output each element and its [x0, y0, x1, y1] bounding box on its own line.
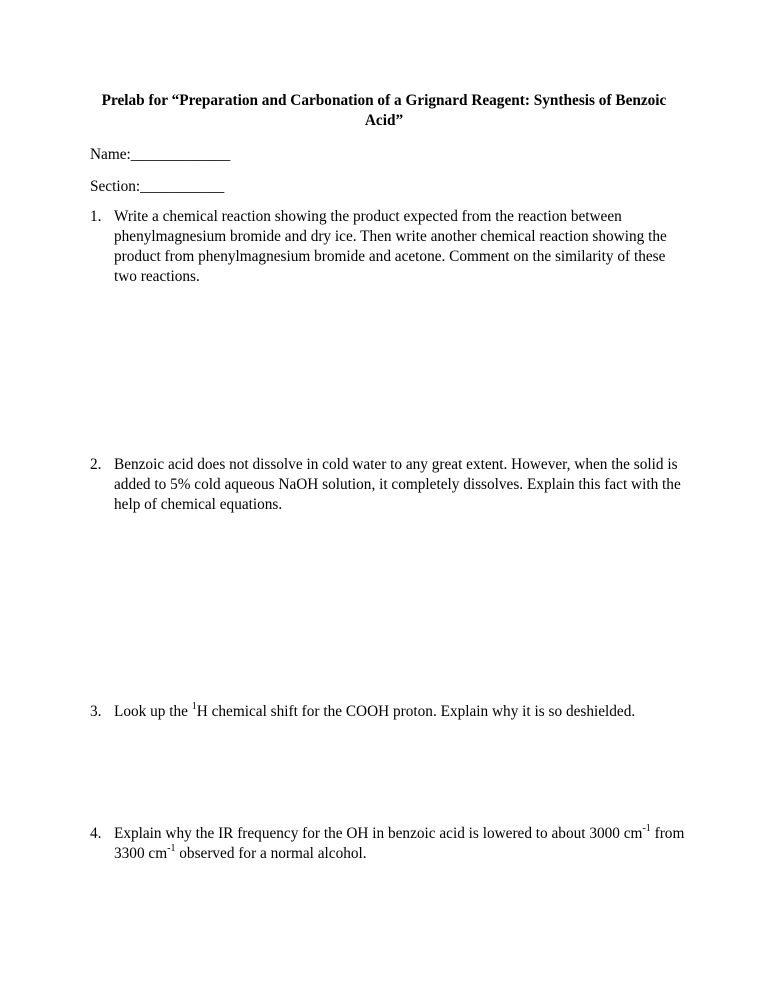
name-label: Name: — [90, 146, 131, 163]
question-text — [114, 824, 690, 864]
question-text-part: from 3300 cm — [114, 825, 685, 862]
question-text-part: observed for a normal alcohol. — [175, 845, 367, 862]
question-1 — [90, 207, 690, 287]
question-text: Benzoic acid does not dissolve in cold water to any great extent. However, when the solid is added to 5% cold aqueous NaOH solution, it completely dissolves. Explain this fact with the help of chemical equations. — [114, 456, 681, 513]
superscript: 1 — [191, 700, 197, 712]
question-2 — [90, 455, 690, 515]
question-number: 2. — [90, 456, 102, 473]
section-field — [90, 177, 224, 197]
question-text-part: Explain why the IR frequency for the OH in benzoic acid is lowered to about 3000 cm — [114, 825, 643, 842]
question-text: Write a chemical reaction showing the product expected from the reaction between phenylmagnesium bromide and dry ice. Then write another chemical reaction showing the product from phenylmagnesium bromide and acetone. Comment on the similarity of these two reactions. — [114, 208, 667, 285]
question-number: 1. — [90, 208, 102, 225]
question-text — [114, 702, 690, 722]
page-title: Prelab for “Preparation and Carbonation of a Grignard Reagent: Synthesis of Benzoic Acid” — [101, 92, 667, 129]
section-label: Section: — [90, 178, 141, 195]
question-text-part: Look up the — [114, 703, 192, 720]
question-number: 4. — [90, 825, 102, 842]
question-text-part: H chemical shift for the COOH proton. Explain why it is so deshielded. — [196, 703, 636, 720]
question-number: 3. — [90, 703, 102, 720]
question-3 — [90, 702, 690, 722]
question-4 — [90, 824, 690, 864]
name-blank: _____________ — [130, 146, 231, 163]
name-field — [90, 145, 230, 165]
section-blank: ___________ — [140, 178, 225, 195]
superscript: -1 — [642, 822, 651, 834]
superscript: -1 — [167, 842, 176, 854]
